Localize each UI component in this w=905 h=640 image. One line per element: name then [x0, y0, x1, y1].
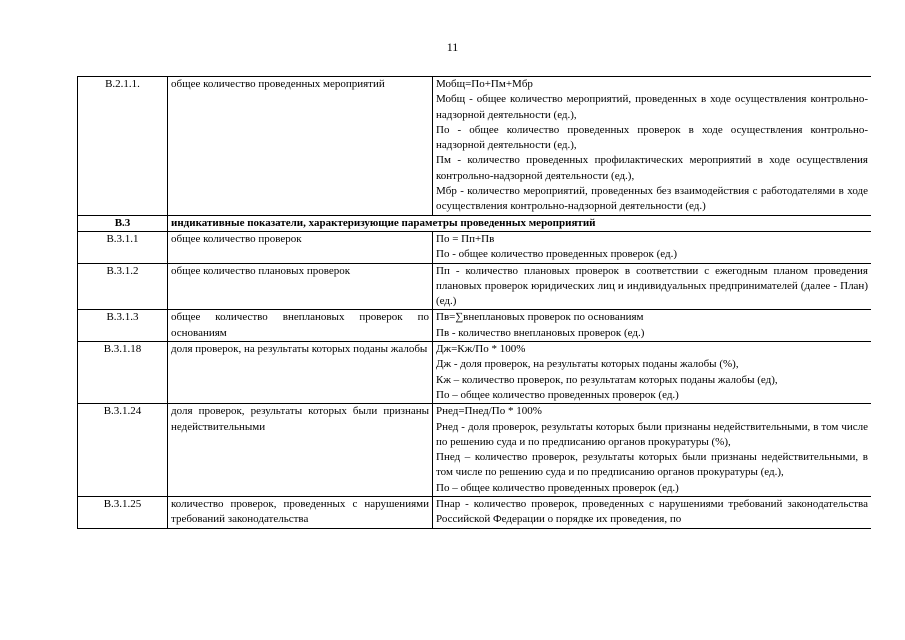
definition-line: Пп - количество плановых проверок в соответствии с ежегодным планом проведения плановых проверок юридических лиц и индивидуальных предпринимателей (далее - План) (ед.): [436, 264, 868, 308]
indicator-code: В.3.1.18: [78, 342, 168, 404]
definition-line: Рнед - доля проверок, результаты которых были признаны недействительными, в том числе по решению суда и по предписанию органов прокуратуры (%),: [436, 420, 868, 448]
definition-line: По - общее количество проведенных проверок (ед.): [436, 248, 678, 261]
definition-line: Мбр - количество мероприятий, проведенных без взаимодействия с работодателями в ходе осуществления контрольно-надзорной деятельности (ед.): [436, 185, 868, 213]
table-row: [78, 497, 872, 529]
section-row: [78, 215, 872, 231]
indicator-name: общее количество внеплановых проверок по основаниям: [168, 310, 433, 342]
indicators-table-body: [78, 77, 872, 529]
definition-line: Дж=Кж/По * 100%: [436, 343, 526, 356]
indicator-name: количество проверок, проведенных с нарушениями требований законодательства: [168, 497, 433, 529]
indicator-definition: [433, 77, 872, 216]
definition-line: Пв=∑внеплановых проверок по основаниям: [436, 311, 644, 324]
definition-line: По - общее количество проведенных проверок в ходе осуществления контрольно-надзорной деятельности (ед.),: [436, 123, 868, 152]
definition-line: Мобщ - общее количество мероприятий, проведенных в ходе осуществления контрольно-надзорной деятельности (ед.),: [436, 93, 868, 121]
indicator-code: В.3.1.25: [78, 497, 168, 529]
definition-line: По – общее количество проведенных проверок (ед.): [436, 481, 679, 494]
definition-line: Пнар - количество проверок, проведенных с нарушениями требований законодательства Российской Федерации о порядке их проведения, по: [436, 498, 868, 526]
indicator-definition: [433, 404, 872, 497]
indicator-code: В.3.1.3: [78, 310, 168, 342]
table-row: [78, 77, 872, 216]
definition-line: Мобщ=По+Пм+Мбр: [436, 78, 533, 90]
indicator-definition: [433, 342, 872, 404]
definition-line: По = Пп+Пв: [436, 232, 495, 245]
indicator-name: общее количество плановых проверок: [168, 263, 433, 310]
indicators-table: [77, 76, 871, 529]
indicator-code: В.3.1.2: [78, 263, 168, 310]
table-row: [78, 404, 872, 497]
page-number: 11: [446, 40, 459, 54]
indicator-code: В.3.1.1: [78, 231, 168, 263]
table-row: [78, 342, 872, 404]
definition-line: Пм - количество проведенных профилактических мероприятий в ходе осуществления контрольно-надзорной деятельности (ед.),: [436, 154, 868, 182]
indicators-table-wrap: [77, 76, 871, 554]
indicator-code: В.2.1.1.: [78, 77, 168, 216]
indicator-name: общее количество проведенных мероприятий: [168, 77, 433, 216]
section-code: В.3: [78, 215, 168, 231]
definition-line: Пнед – количество проверок, результаты которых были признаны недействительными, в том числе по решению суда и по предписанию органов прокуратуры (ед.),: [436, 451, 868, 479]
indicator-code: В.3.1.24: [78, 404, 168, 497]
indicator-name: доля проверок, результаты которых были признаны недействительными: [168, 404, 433, 497]
indicator-name: доля проверок, на результаты которых поданы жалобы: [168, 342, 433, 404]
section-title: индикативные показатели, характеризующие параметры проведенных мероприятий: [168, 215, 872, 231]
definition-line: Кж – количество проверок, по результатам которых поданы жалобы (ед),: [436, 373, 778, 386]
indicator-definition: [433, 231, 872, 263]
table-row: [78, 231, 872, 263]
indicator-name: общее количество проверок: [168, 231, 433, 263]
table-row: [78, 263, 872, 310]
table-row: [78, 310, 872, 342]
indicator-definition: [433, 497, 872, 529]
definition-line: Рнед=Пнед/По * 100%: [436, 405, 542, 418]
definition-line: Пв - количество внеплановых проверок (ед.): [436, 326, 645, 339]
definition-line: Дж - доля проверок, на результаты которых поданы жалобы (%),: [436, 358, 739, 371]
indicator-definition: [433, 263, 872, 310]
definition-line: По – общее количество проведенных проверок (ед.): [436, 388, 679, 401]
indicator-definition: [433, 310, 872, 342]
